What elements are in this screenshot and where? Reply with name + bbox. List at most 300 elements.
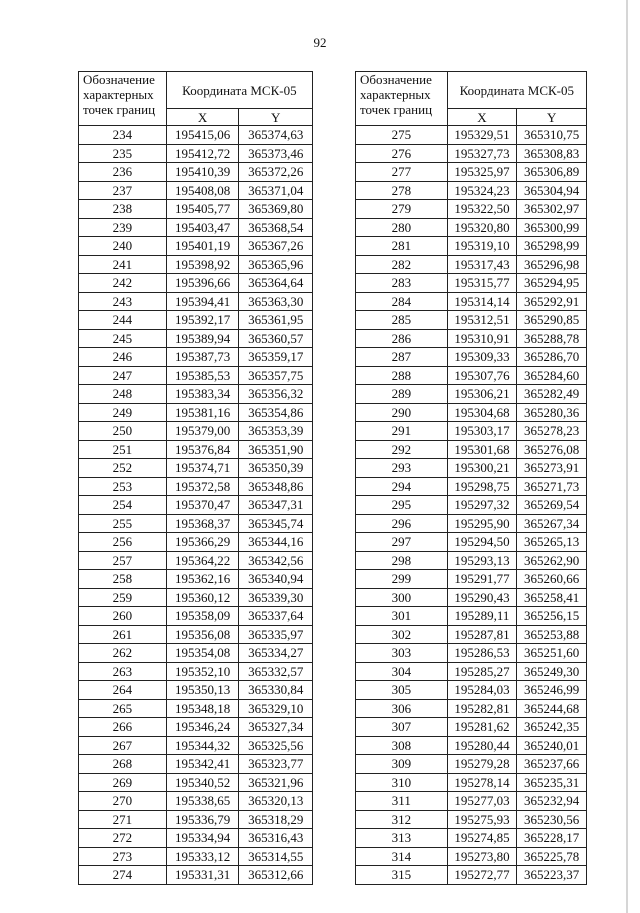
coordinate-system-header: Координата МСК-05 (447, 72, 586, 109)
x-coordinate-cell: 195389,94 (166, 329, 239, 348)
y-coordinate-cell: 365240,01 (517, 736, 587, 755)
x-coordinate-cell: 195368,37 (166, 514, 239, 533)
point-number-cell: 266 (79, 718, 167, 737)
table-row (356, 366, 587, 385)
x-coordinate-cell: 195278,14 (447, 773, 517, 792)
right-table-body (356, 126, 587, 885)
point-number-cell: 235 (79, 144, 167, 163)
point-label-header: Обозначение характерных точек границ (356, 72, 448, 126)
table-row (356, 440, 587, 459)
y-coordinate-cell: 365223,37 (517, 866, 587, 885)
table-row (79, 200, 313, 219)
x-coordinate-cell: 195333,12 (166, 847, 239, 866)
x-coordinate-cell: 195379,00 (166, 422, 239, 441)
x-coordinate-cell: 195394,41 (166, 292, 239, 311)
table-row (79, 662, 313, 681)
point-number-cell: 301 (356, 607, 448, 626)
point-number-cell: 279 (356, 200, 448, 219)
point-number-cell: 241 (79, 255, 167, 274)
x-coordinate-cell: 195381,16 (166, 403, 239, 422)
x-coordinate-cell: 195301,68 (447, 440, 517, 459)
x-coordinate-cell: 195415,06 (166, 126, 239, 145)
table-row (79, 866, 313, 885)
point-number-cell: 269 (79, 773, 167, 792)
x-coordinate-cell: 195329,51 (447, 126, 517, 145)
x-coordinate-cell: 195352,10 (166, 662, 239, 681)
table-row (79, 440, 313, 459)
table-row (79, 385, 313, 404)
x-coordinate-cell: 195334,94 (166, 829, 239, 848)
x-coordinate-cell: 195412,72 (166, 144, 239, 163)
point-number-cell: 297 (356, 533, 448, 552)
y-coordinate-cell: 365320,13 (239, 792, 313, 811)
y-coordinate-cell: 365258,41 (517, 588, 587, 607)
x-coordinate-cell: 195358,09 (166, 607, 239, 626)
x-coordinate-cell: 195374,71 (166, 459, 239, 478)
point-number-cell: 314 (356, 847, 448, 866)
y-coordinate-cell: 365337,64 (239, 607, 313, 626)
coordinates-table-right (355, 71, 587, 885)
table-row (356, 144, 587, 163)
point-number-cell: 249 (79, 403, 167, 422)
y-coordinate-cell: 365310,75 (517, 126, 587, 145)
point-number-cell: 310 (356, 773, 448, 792)
x-coordinate-cell: 195279,28 (447, 755, 517, 774)
point-number-cell: 263 (79, 662, 167, 681)
point-number-cell: 293 (356, 459, 448, 478)
point-number-cell: 273 (79, 847, 167, 866)
point-number-cell: 298 (356, 551, 448, 570)
x-coordinate-cell: 195385,53 (166, 366, 239, 385)
y-coordinate-cell: 365364,64 (239, 274, 313, 293)
x-coordinate-cell: 195338,65 (166, 792, 239, 811)
point-number-cell: 303 (356, 644, 448, 663)
y-coordinate-cell: 365237,66 (517, 755, 587, 774)
scan-edge (626, 0, 628, 913)
x-coordinate-cell: 195387,73 (166, 348, 239, 367)
table-row (79, 570, 313, 589)
x-coordinate-cell: 195403,47 (166, 218, 239, 237)
x-coordinate-cell: 195342,41 (166, 755, 239, 774)
point-number-cell: 258 (79, 570, 167, 589)
x-coordinate-cell: 195408,08 (166, 181, 239, 200)
left-table-body (79, 126, 313, 885)
y-coordinate-cell: 365235,31 (517, 773, 587, 792)
point-number-cell: 313 (356, 829, 448, 848)
x-coordinate-cell: 195290,43 (447, 588, 517, 607)
y-coordinate-cell: 365304,94 (517, 181, 587, 200)
y-coordinate-cell: 365267,34 (517, 514, 587, 533)
y-coordinate-cell: 365332,57 (239, 662, 313, 681)
x-coordinate-cell: 195314,14 (447, 292, 517, 311)
point-number-cell: 288 (356, 366, 448, 385)
x-coordinate-cell: 195336,79 (166, 810, 239, 829)
point-number-cell: 261 (79, 625, 167, 644)
x-coordinate-cell: 195325,97 (447, 163, 517, 182)
x-coordinate-cell: 195324,23 (447, 181, 517, 200)
table-row (79, 366, 313, 385)
point-number-cell: 299 (356, 570, 448, 589)
x-coordinate-cell: 195282,81 (447, 699, 517, 718)
x-coordinate-cell: 195280,44 (447, 736, 517, 755)
y-coordinate-cell: 365318,29 (239, 810, 313, 829)
y-coordinate-cell: 365244,68 (517, 699, 587, 718)
point-number-cell: 311 (356, 792, 448, 811)
table-row (356, 329, 587, 348)
table-row (79, 477, 313, 496)
point-number-cell: 257 (79, 551, 167, 570)
y-coordinate-cell: 365249,30 (517, 662, 587, 681)
point-number-cell: 242 (79, 274, 167, 293)
y-coordinate-cell: 365306,89 (517, 163, 587, 182)
table-row (356, 847, 587, 866)
y-coordinate-cell: 365280,36 (517, 403, 587, 422)
point-number-cell: 259 (79, 588, 167, 607)
x-coordinate-cell: 195396,66 (166, 274, 239, 293)
point-number-cell: 256 (79, 533, 167, 552)
table-row (356, 218, 587, 237)
y-coordinate-cell: 365294,95 (517, 274, 587, 293)
point-number-cell: 244 (79, 311, 167, 330)
x-coordinate-cell: 195364,22 (166, 551, 239, 570)
table-row (356, 200, 587, 219)
table-row (79, 292, 313, 311)
table-row (79, 625, 313, 644)
point-number-cell: 289 (356, 385, 448, 404)
x-coordinate-cell: 195372,58 (166, 477, 239, 496)
table-row (356, 644, 587, 663)
y-coordinate-cell: 365371,04 (239, 181, 313, 200)
table-row (356, 810, 587, 829)
y-coordinate-cell: 365265,13 (517, 533, 587, 552)
y-coordinate-cell: 365351,90 (239, 440, 313, 459)
point-number-cell: 302 (356, 625, 448, 644)
y-coordinate-cell: 365262,90 (517, 551, 587, 570)
y-coordinate-cell: 365347,31 (239, 496, 313, 515)
table-row (79, 422, 313, 441)
x-coordinate-cell: 195281,62 (447, 718, 517, 737)
y-coordinate-cell: 365327,34 (239, 718, 313, 737)
point-number-cell: 300 (356, 588, 448, 607)
table-row (356, 311, 587, 330)
y-coordinate-cell: 365298,99 (517, 237, 587, 256)
x-coordinate-cell: 195297,32 (447, 496, 517, 515)
table-row (79, 810, 313, 829)
y-coordinate-cell: 365361,95 (239, 311, 313, 330)
x-coordinate-cell: 195348,18 (166, 699, 239, 718)
point-number-cell: 267 (79, 736, 167, 755)
x-coordinate-cell: 195350,13 (166, 681, 239, 700)
y-coordinate-cell: 365344,16 (239, 533, 313, 552)
point-number-cell: 312 (356, 810, 448, 829)
x-coordinate-cell: 195405,77 (166, 200, 239, 219)
x-coordinate-cell: 195277,03 (447, 792, 517, 811)
table-row (356, 718, 587, 737)
point-number-cell: 252 (79, 459, 167, 478)
table-row (79, 459, 313, 478)
table-row (79, 588, 313, 607)
table-row (356, 755, 587, 774)
table-row (356, 773, 587, 792)
table-row (356, 588, 587, 607)
point-number-cell: 234 (79, 126, 167, 145)
y-coordinate-cell: 365288,78 (517, 329, 587, 348)
y-coordinate-cell: 365284,60 (517, 366, 587, 385)
y-coordinate-cell: 365321,96 (239, 773, 313, 792)
x-coordinate-cell: 195304,68 (447, 403, 517, 422)
y-coordinate-cell: 365271,73 (517, 477, 587, 496)
table-row (356, 459, 587, 478)
x-coordinate-cell: 195310,91 (447, 329, 517, 348)
table-row (356, 866, 587, 885)
x-coordinate-cell: 195300,21 (447, 459, 517, 478)
table-row (356, 126, 587, 145)
point-number-cell: 282 (356, 255, 448, 274)
point-label-header: Обозначение характерных точек границ (79, 72, 167, 126)
table-row (356, 681, 587, 700)
x-coordinate-cell: 195344,32 (166, 736, 239, 755)
point-number-cell: 268 (79, 755, 167, 774)
y-coordinate-cell: 365373,46 (239, 144, 313, 163)
y-coordinate-cell: 365340,94 (239, 570, 313, 589)
y-coordinate-cell: 365300,99 (517, 218, 587, 237)
point-number-cell: 254 (79, 496, 167, 515)
page-number: 92 (313, 35, 327, 50)
table-row (356, 348, 587, 367)
point-number-cell: 250 (79, 422, 167, 441)
point-number-cell: 247 (79, 366, 167, 385)
point-number-cell: 308 (356, 736, 448, 755)
point-number-cell: 240 (79, 237, 167, 256)
y-column-header: Y (239, 109, 313, 126)
y-coordinate-cell: 365230,56 (517, 810, 587, 829)
table-row (356, 163, 587, 182)
table-row (79, 607, 313, 626)
x-coordinate-cell: 195303,17 (447, 422, 517, 441)
table-row (79, 699, 313, 718)
y-coordinate-cell: 365374,63 (239, 126, 313, 145)
y-coordinate-cell: 365365,96 (239, 255, 313, 274)
point-number-cell: 275 (356, 126, 448, 145)
point-number-cell: 277 (356, 163, 448, 182)
table-row (356, 662, 587, 681)
coordinates-table-left (78, 71, 313, 885)
point-number-cell: 304 (356, 662, 448, 681)
table-row (79, 311, 313, 330)
point-number-cell: 248 (79, 385, 167, 404)
point-number-cell: 291 (356, 422, 448, 441)
y-coordinate-cell: 365314,55 (239, 847, 313, 866)
x-coordinate-cell: 195272,77 (447, 866, 517, 885)
y-coordinate-cell: 365276,08 (517, 440, 587, 459)
table-row (79, 218, 313, 237)
table-row (79, 533, 313, 552)
y-coordinate-cell: 365354,86 (239, 403, 313, 422)
table-row (79, 829, 313, 848)
y-coordinate-cell: 365356,32 (239, 385, 313, 404)
point-number-cell: 294 (356, 477, 448, 496)
table-row (356, 237, 587, 256)
x-coordinate-cell: 195315,77 (447, 274, 517, 293)
y-coordinate-cell: 365342,56 (239, 551, 313, 570)
y-coordinate-cell: 365329,10 (239, 699, 313, 718)
point-number-cell: 281 (356, 237, 448, 256)
table-row (356, 533, 587, 552)
x-coordinate-cell: 195322,50 (447, 200, 517, 219)
x-coordinate-cell: 195360,12 (166, 588, 239, 607)
x-coordinate-cell: 195295,90 (447, 514, 517, 533)
x-coordinate-cell: 195376,84 (166, 440, 239, 459)
y-coordinate-cell: 365302,97 (517, 200, 587, 219)
x-coordinate-cell: 195275,93 (447, 810, 517, 829)
y-coordinate-cell: 365348,86 (239, 477, 313, 496)
y-coordinate-cell: 365282,49 (517, 385, 587, 404)
x-coordinate-cell: 195273,80 (447, 847, 517, 866)
point-number-cell: 272 (79, 829, 167, 848)
y-coordinate-cell: 365225,78 (517, 847, 587, 866)
table-row (79, 514, 313, 533)
point-number-cell: 236 (79, 163, 167, 182)
table-row (356, 736, 587, 755)
y-coordinate-cell: 365286,70 (517, 348, 587, 367)
table-row (79, 274, 313, 293)
x-coordinate-cell: 195293,13 (447, 551, 517, 570)
y-coordinate-cell: 365330,84 (239, 681, 313, 700)
y-coordinate-cell: 365363,30 (239, 292, 313, 311)
y-coordinate-cell: 365339,30 (239, 588, 313, 607)
table-row (79, 255, 313, 274)
point-number-cell: 239 (79, 218, 167, 237)
point-number-cell: 286 (356, 329, 448, 348)
x-coordinate-cell: 195317,43 (447, 255, 517, 274)
x-coordinate-cell: 195289,11 (447, 607, 517, 626)
point-number-cell: 246 (79, 348, 167, 367)
point-number-cell: 295 (356, 496, 448, 515)
y-coordinate-cell: 365242,35 (517, 718, 587, 737)
point-number-cell: 243 (79, 292, 167, 311)
y-coordinate-cell: 365296,98 (517, 255, 587, 274)
y-coordinate-cell: 365253,88 (517, 625, 587, 644)
x-coordinate-cell: 195327,73 (447, 144, 517, 163)
table-row (79, 126, 313, 145)
table-row (79, 237, 313, 256)
y-coordinate-cell: 365278,23 (517, 422, 587, 441)
point-number-cell: 280 (356, 218, 448, 237)
table-row (79, 718, 313, 737)
y-coordinate-cell: 365357,75 (239, 366, 313, 385)
y-coordinate-cell: 365360,57 (239, 329, 313, 348)
y-coordinate-cell: 365273,91 (517, 459, 587, 478)
table-row (79, 496, 313, 515)
x-coordinate-cell: 195286,53 (447, 644, 517, 663)
table-row (356, 699, 587, 718)
table-row (356, 255, 587, 274)
point-number-cell: 306 (356, 699, 448, 718)
y-coordinate-cell: 365335,97 (239, 625, 313, 644)
x-coordinate-cell: 195398,92 (166, 255, 239, 274)
point-number-cell: 278 (356, 181, 448, 200)
x-coordinate-cell: 195307,76 (447, 366, 517, 385)
point-number-cell: 292 (356, 440, 448, 459)
table-row (79, 348, 313, 367)
x-coordinate-cell: 195285,27 (447, 662, 517, 681)
point-number-cell: 315 (356, 866, 448, 885)
table-row (356, 514, 587, 533)
y-coordinate-cell: 365345,74 (239, 514, 313, 533)
table-row (79, 792, 313, 811)
point-number-cell: 245 (79, 329, 167, 348)
point-number-cell: 270 (79, 792, 167, 811)
point-number-cell: 260 (79, 607, 167, 626)
y-coordinate-cell: 365367,26 (239, 237, 313, 256)
point-number-cell: 237 (79, 181, 167, 200)
point-number-cell: 251 (79, 440, 167, 459)
y-coordinate-cell: 365232,94 (517, 792, 587, 811)
table-row (79, 181, 313, 200)
y-coordinate-cell: 365256,15 (517, 607, 587, 626)
x-coordinate-cell: 195383,34 (166, 385, 239, 404)
table-row (79, 329, 313, 348)
point-number-cell: 284 (356, 292, 448, 311)
y-coordinate-cell: 365372,26 (239, 163, 313, 182)
table-row (79, 773, 313, 792)
y-coordinate-cell: 365350,39 (239, 459, 313, 478)
y-coordinate-cell: 365316,43 (239, 829, 313, 848)
point-number-cell: 285 (356, 311, 448, 330)
y-coordinate-cell: 365260,66 (517, 570, 587, 589)
table-row (79, 755, 313, 774)
point-number-cell: 309 (356, 755, 448, 774)
x-coordinate-cell: 195362,16 (166, 570, 239, 589)
point-number-cell: 238 (79, 200, 167, 219)
table-row (356, 274, 587, 293)
point-number-cell: 276 (356, 144, 448, 163)
x-coordinate-cell: 195319,10 (447, 237, 517, 256)
table-row (356, 292, 587, 311)
x-coordinate-cell: 195309,33 (447, 348, 517, 367)
y-coordinate-cell: 365312,66 (239, 866, 313, 885)
x-coordinate-cell: 195320,80 (447, 218, 517, 237)
table-row (356, 181, 587, 200)
table-row (356, 829, 587, 848)
table-row (79, 644, 313, 663)
x-coordinate-cell: 195284,03 (447, 681, 517, 700)
table-row (79, 551, 313, 570)
y-coordinate-cell: 365251,60 (517, 644, 587, 663)
y-coordinate-cell: 365353,39 (239, 422, 313, 441)
table-row (356, 625, 587, 644)
y-coordinate-cell: 365359,17 (239, 348, 313, 367)
y-coordinate-cell: 365323,77 (239, 755, 313, 774)
table-row (79, 681, 313, 700)
x-coordinate-cell: 195331,31 (166, 866, 239, 885)
point-number-cell: 274 (79, 866, 167, 885)
y-coordinate-cell: 365308,83 (517, 144, 587, 163)
point-number-cell: 255 (79, 514, 167, 533)
x-coordinate-cell: 195312,51 (447, 311, 517, 330)
point-number-cell: 264 (79, 681, 167, 700)
x-coordinate-cell: 195410,39 (166, 163, 239, 182)
x-coordinate-cell: 195274,85 (447, 829, 517, 848)
table-row (79, 403, 313, 422)
y-column-header: Y (517, 109, 587, 126)
table-row (356, 551, 587, 570)
table-row (79, 736, 313, 755)
point-number-cell: 305 (356, 681, 448, 700)
table-row (356, 403, 587, 422)
table-row (356, 570, 587, 589)
x-column-header: X (166, 109, 239, 126)
